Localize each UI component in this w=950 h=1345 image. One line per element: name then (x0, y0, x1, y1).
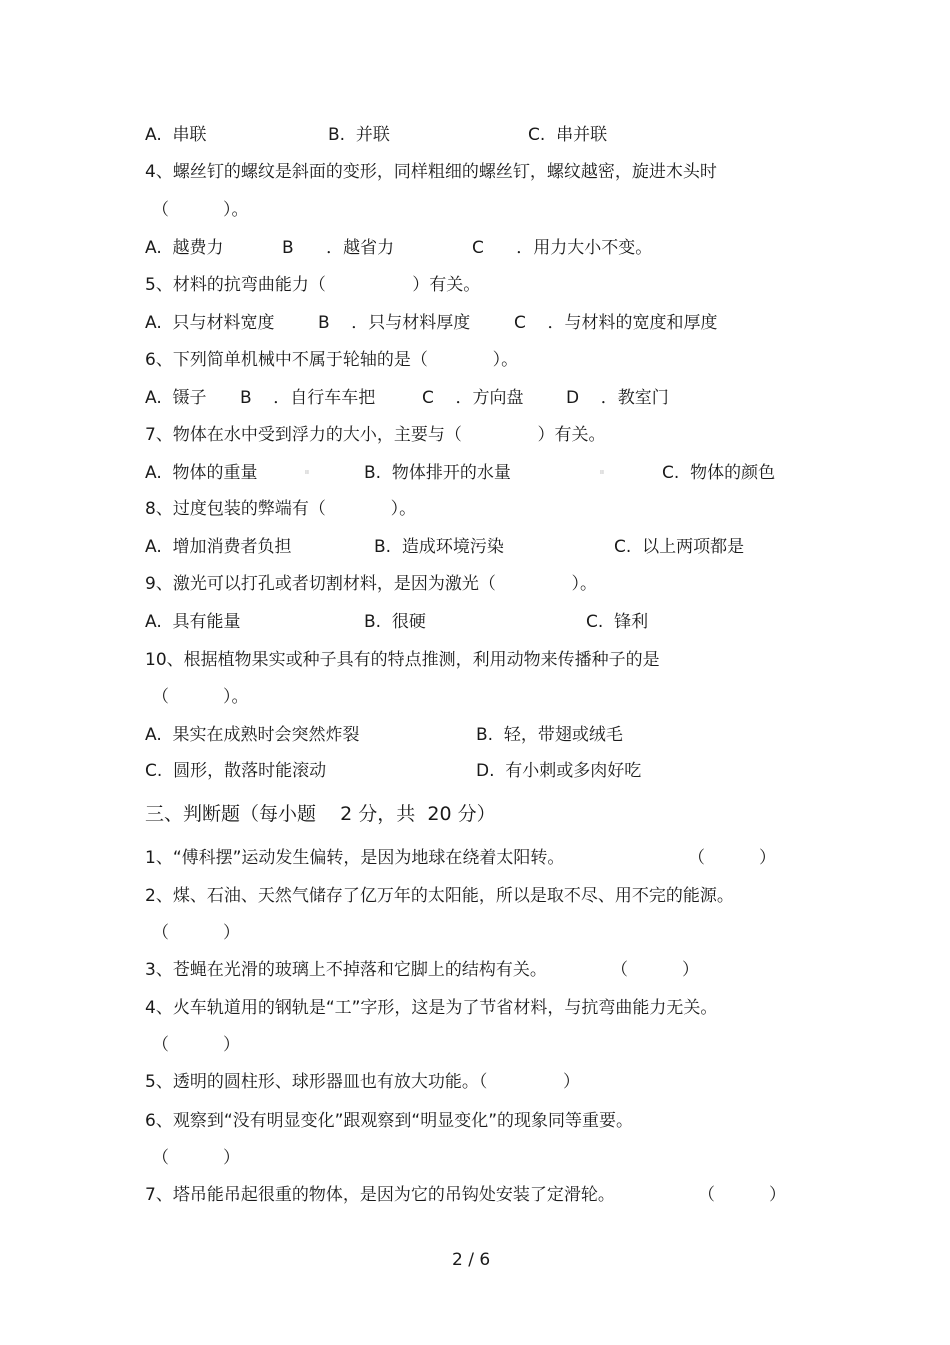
q8-option-b: B. 造成环境污染 (374, 537, 504, 557)
q8-option-a: A. 增加消费者负担 (145, 537, 292, 557)
q10-option-a: A. 果实在成熟时会突然炸裂 (145, 725, 360, 745)
scan-artifact: ıı (600, 468, 604, 476)
q3-option-c: C. 串并联 (528, 125, 608, 145)
q4-option-c: C ．用力大小不变。 (472, 238, 653, 258)
judge-item-2: 2、煤、石油、天然气储存了亿万年的太阳能，所以是取不尽、用不完的能源。 (145, 886, 734, 906)
q6-option-b: B ．自行车车把 (240, 388, 376, 408)
q3-option-a: A. 串联 (145, 125, 207, 145)
section-title-judge: 三、判断题（每小题 2 分，共 20 分） (145, 803, 496, 825)
q4-answer-blank: （ ）。 (152, 200, 249, 220)
q4-option-a: A. 越费力 (145, 238, 224, 258)
q7-option-a: A. 物体的重量 (145, 463, 258, 483)
q5-option-a: A. 只与材料宽度 (145, 313, 275, 333)
judge-item-1-paren: （ ） (688, 848, 777, 868)
judge-item-3: 3、苍蝇在光滑的玻璃上不掉落和它脚上的结构有关。 (145, 960, 547, 980)
q7-option-b: B. 物体排开的水量 (364, 463, 511, 483)
q9-option-a: A. 具有能量 (145, 612, 241, 632)
judge-item-2-paren: （ ） (152, 923, 241, 943)
q3-option-b: B. 并联 (328, 125, 390, 145)
q8-option-c: C. 以上两项都是 (614, 537, 745, 557)
q7-option-c: C. 物体的颜色 (662, 463, 776, 483)
judge-item-7: 7、塔吊能吊起很重的物体，是因为它的吊钩处安装了定滑轮。 (145, 1185, 615, 1205)
q10-option-c: C. 圆形，散落时能滚动 (145, 761, 327, 781)
judge-item-5: 5、透明的圆柱形、球形器皿也有放大功能。（ ） (145, 1072, 580, 1092)
scan-artifact: ıı (305, 468, 309, 476)
q6-option-a: A. 镊子 (145, 388, 207, 408)
q7-stem: 7、物体在水中受到浮力的大小，主要与（ ）有关。 (145, 425, 606, 445)
q6-stem: 6、下列简单机械中不属于轮轴的是（ ）。 (145, 350, 519, 370)
judge-item-4: 4、火车轨道用的钢轨是“工”字形，这是为了节省材料，与抗弯曲能力无关。 (145, 998, 718, 1018)
q4-option-b: B ．越省力 (282, 238, 395, 258)
q6-option-c: C ．方向盘 (422, 388, 524, 408)
q10-answer-blank: （ ）。 (152, 687, 249, 707)
q4-stem: 4、螺丝钉的螺纹是斜面的变形，同样粗细的螺丝钉，螺纹越密，旋进木头时 (145, 162, 717, 182)
judge-item-4-paren: （ ） (152, 1035, 241, 1055)
judge-item-6-paren: （ ） (152, 1148, 241, 1168)
q5-stem: 5、材料的抗弯曲能力（ ）有关。 (145, 275, 481, 295)
judge-item-3-paren: （ ） (611, 960, 700, 980)
q5-option-c: C ．与材料的宽度和厚度 (514, 313, 718, 333)
q8-stem: 8、过度包装的弊端有（ ）。 (145, 499, 417, 519)
judge-item-1: 1、“傅科摆”运动发生偏转，是因为地球在绕着太阳转。 (145, 848, 565, 868)
q10-stem: 10、根据植物果实或种子具有的特点推测，利用动物来传播种子的是 (145, 650, 660, 670)
page-number: 2 / 6 (452, 1250, 491, 1270)
q10-option-b: B. 轻，带翅或绒毛 (476, 725, 623, 745)
judge-item-6: 6、观察到“没有明显变化”跟观察到“明显变化”的现象同等重要。 (145, 1111, 634, 1131)
judge-item-7-paren: （ ） (698, 1185, 787, 1205)
q6-option-d: D ．教室门 (566, 388, 669, 408)
q9-option-c: C. 锋利 (586, 612, 649, 632)
q9-option-b: B. 很硬 (364, 612, 426, 632)
q5-option-b: B ．只与材料厚度 (318, 313, 471, 333)
q10-option-d: D. 有小刺或多肉好吃 (476, 761, 642, 781)
q9-stem: 9、激光可以打孔或者切割材料，是因为激光（ ）。 (145, 574, 597, 594)
